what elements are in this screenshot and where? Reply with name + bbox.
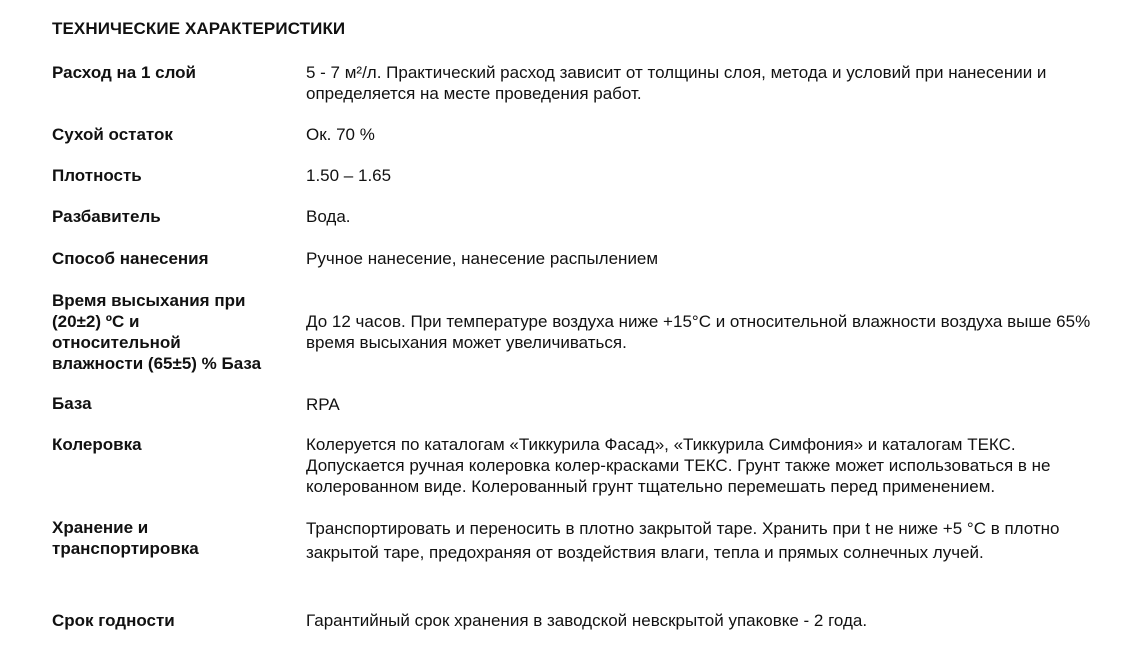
section-title: ТЕХНИЧЕСКИЕ ХАРАКТЕРИСТИКИ xyxy=(52,19,346,38)
spec-value-storage: Транспортировать и переносить в плотно закрытой таре. Хранить при t не ниже +5 °С в плотно закрытой таре, предохраняя от воздействия влаги, тепла и прямых солнечных лучей. xyxy=(306,519,1060,562)
spec-value-base: RPA xyxy=(306,395,340,414)
spec-label-consumption: Расход на 1 слой xyxy=(52,63,196,82)
spec-label-thinner: Разбавитель xyxy=(52,207,161,226)
spec-value-density: 1.50 – 1.65 xyxy=(306,166,392,185)
spec-label-base: База xyxy=(52,394,92,413)
spec-value-drying-time: До 12 часов. При температуре воздуха ниже +15°С и относительной влажности воздуха выше 65% время высыхания может увеличиваться. xyxy=(306,312,1091,352)
spec-label-dry-residue: Сухой остаток xyxy=(52,125,173,144)
spec-label-density: Плотность xyxy=(52,166,142,185)
spec-label-tinting: Колеровка xyxy=(52,435,142,454)
spec-label-shelf-life: Срок годности xyxy=(52,611,175,630)
spec-value-consumption: 5 - 7 м²/л. Практический расход зависит от толщины слоя, метода и условий при нанесении и определяется на месте проведения работ. xyxy=(306,63,1047,103)
spec-label-application-method: Способ нанесения xyxy=(52,249,209,268)
spec-value-shelf-life: Гарантийный срок хранения в заводской невскрытой упаковке - 2 года. xyxy=(306,611,868,630)
spec-value-thinner: Вода. xyxy=(306,207,351,226)
spec-label-drying-time: Время высыхания при (20±2) ºС и относительной влажности (65±5) % База xyxy=(52,291,262,373)
spec-value-dry-residue: Ок. 70 % xyxy=(306,125,375,144)
spec-value-application-method: Ручное нанесение, нанесение распылением xyxy=(306,249,659,268)
spec-label-storage: Хранение и транспортировка xyxy=(52,518,199,558)
spec-value-tinting: Колеруется по каталогам «Тиккурила Фасад», «Тиккурила Симфония» и каталогам ТЕКС. Допускается ручная колеровка колер-красками ТЕКС. Грунт также может использоваться в не колерованном виде. Колерованный грунт тщательно перемешать перед применением. xyxy=(306,435,1051,496)
